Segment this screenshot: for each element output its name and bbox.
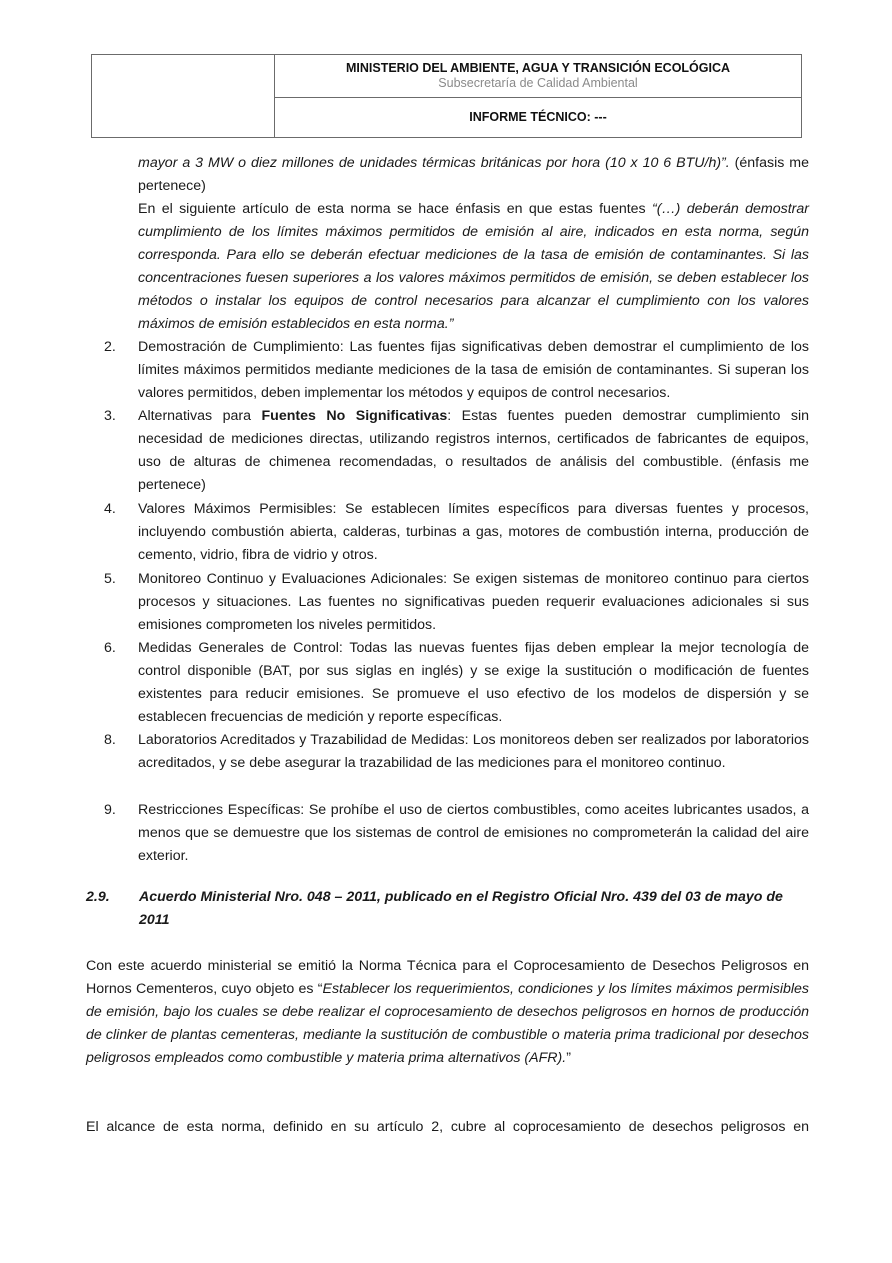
intro-paragraph-2 xyxy=(138,198,809,336)
intro-continuation xyxy=(138,152,809,198)
list-rest: : Estas fuentes pueden demostrar cumplimiento sin necesidad de mediciones directas, utilizando registros internos, certificados de fabricantes de equipos, uso de alturas de chimenea recomendadas, o resultados de análisis del combustible. (énfasis me pertenece) xyxy=(138,408,809,493)
list-text: Demostración de Cumplimiento: Las fuentes fijas significativas deben demostrar el cumplimiento de los límites máximos permitidos mediante mediciones de la tasa de emisión de contaminantes. Si superan los valores permitidos, deben implementar los métodos y equipos de control necesarios. xyxy=(138,339,809,401)
header-logo-cell xyxy=(92,55,275,137)
list-number: 3. xyxy=(104,408,116,424)
section-title: Acuerdo Ministerial Nro. 048 – 2011, publicado en el Registro Oficial Nro. 439 del 03 de mayo de 2011 xyxy=(139,889,783,928)
list-number: 2. xyxy=(104,339,116,355)
body-paragraph-2 xyxy=(86,1116,809,1139)
list-number: 9. xyxy=(104,802,116,818)
list-text: Laboratorios Acreditados y Trazabilidad de Medidas: Los monitoreos deben ser realizados por laboratorios acreditados, y se debe asegurar la trazabilidad de las mediciones para el monitoreo continuo. xyxy=(138,732,809,771)
list-text: Valores Máximos Permisibles: Se establecen límites específicos para diversas fuentes y procesos, incluyendo combustión abierta, calderas, turbinas a gas, motores de combustión interna, producción de cemento, vidrio, fibra de vidrio y otros. xyxy=(138,501,809,563)
continuation-quote: mayor a 3 MW o diez millones de unidades térmicas británicas por hora (10 x 10 6 BTU/h)”. xyxy=(138,155,730,171)
body-p1-lead: Con este acuerdo ministerial se emitió la Norma Técnica para el Coprocesamiento de Desechos Peligrosos en Hornos Cementeros, cuyo objeto es “ xyxy=(86,958,809,997)
list-number: 5. xyxy=(104,571,116,587)
continuation-note: (énfasis me pertenece) xyxy=(138,155,809,194)
report-label: INFORME TÉCNICO: --- xyxy=(469,110,607,124)
body-paragraph-1 xyxy=(86,955,809,1070)
list-bold-term: Fuentes No Significativas xyxy=(261,408,448,424)
list-number: 4. xyxy=(104,501,116,517)
list-text: Restricciones Específicas: Se prohíbe el uso de ciertos combustibles, como aceites lubricantes usados, a menos que se demuestre que los sistemas de control de emisiones no comprometerán la calidad del aire exterior. xyxy=(138,802,809,864)
body-p1-quote: Establecer los requerimientos, condiciones y los límites máximos permisibles de emisión, bajo los cuales se debe realizar el coprocesamiento de desechos peligrosos en hornos de producción de clinker de plantas cementeras, mediante la sustitución de combustible o materia prima tradicional por desechos peligrosos empleados como combustible y materia prima alternativos (AFR). xyxy=(86,981,809,1066)
intro-p2-quote: “(…) deberán demostrar cumplimiento de los límites máximos permitidos de emisión al aire, indicados en esta norma, según corresponda. Para ello se deberán efectuar mediciones de la tasa de emisión de contaminantes. Si las concentraciones fuesen superiores a los valores máximos permitidos de emisión, se deben establecer los métodos o instalar los equipos de control necesarios para alcanzar el cumplimiento con los valores máximos de emisión establecidos en esta norma.” xyxy=(138,201,809,332)
document-header xyxy=(91,54,802,138)
ministry-name: MINISTERIO DEL AMBIENTE, AGUA Y TRANSICIÓN ECOLÓGICA xyxy=(345,61,731,75)
section-number: 2.9. xyxy=(86,889,110,905)
list-text: Medidas Generales de Control: Todas las nuevas fuentes fijas deben emplear la mejor tecnología de control disponible (BAT, por sus siglas en inglés) y se exige la sustitución o modificación de fuentes existentes para reducir emisiones. Se promueve el uso efectivo de los modelos de dispersión y se establecen frecuencias de medición y reporte específicas. xyxy=(138,640,809,725)
header-info xyxy=(275,55,801,137)
list-number: 6. xyxy=(104,640,116,656)
body-p1-end: ” xyxy=(566,1050,571,1066)
list-lead: Alternativas para xyxy=(138,408,262,424)
list-text: Monitoreo Continuo y Evaluaciones Adicionales: Se exigen sistemas de monitoreo continuo para ciertos procesos y situaciones. Las fuentes no significativas pueden requerir evaluaciones adicionales si sus emisiones comprometen los niveles permitidos. xyxy=(138,571,809,633)
body-p2-text: El alcance de esta norma, definido en su artículo 2, cubre al coprocesamiento de desechos peligrosos en xyxy=(86,1119,809,1135)
list-number: 8. xyxy=(104,732,116,748)
subsecretaria-name: Subsecretaría de Calidad Ambiental xyxy=(438,76,638,90)
intro-p2-lead: En el siguiente artículo de esta norma se hace énfasis en que estas fuentes xyxy=(138,201,652,217)
header-top-cell xyxy=(275,55,801,98)
list-text xyxy=(138,405,809,497)
